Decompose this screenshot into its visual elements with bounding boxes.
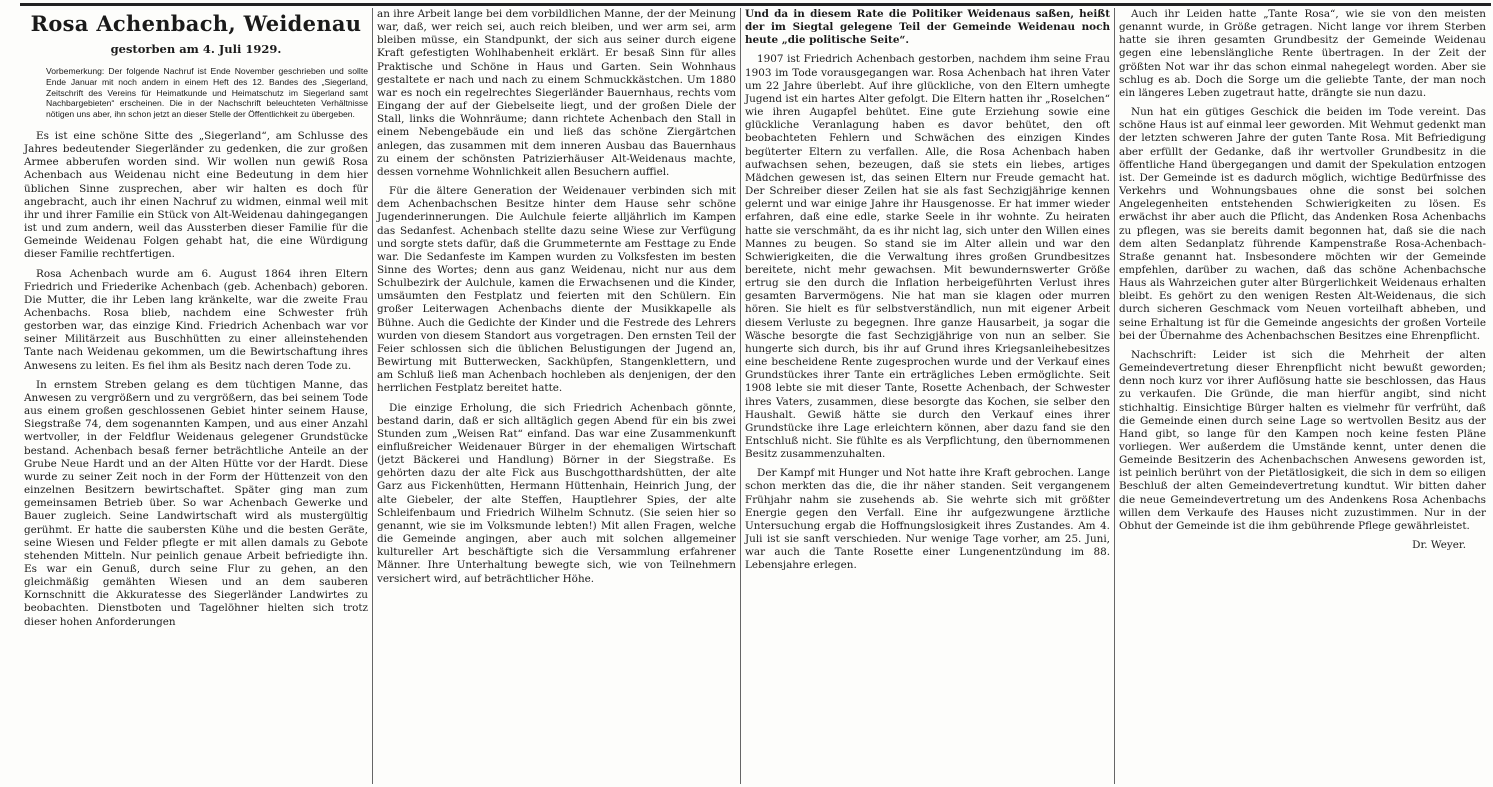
article-columns (20, 8, 1490, 784)
paragraph: Nun hat ein gütiges Geschick die beiden im Tode vereint. Das schöne Haus ist auf einmal leer geworden. Mit Wehmut gedenkt man der letzten schweren Jahre der guten Tante Rosa. Mit Befriedigung aber erfüllt der Gedanke, daß ihr wertvoller Grundbesitz in die öffentliche Hand übergegangen und damit der Spekulation entzogen ist. Der Gemeinde ist es dadurch möglich, wichtige Bedürfnisse des Verkehrs und Wohnungsbaues ohne die sonst bei solchen Angelegenheiten entstehenden Schwierigkeiten zu lösen. Es erwächst ihr aber auch die Pflicht, das Andenken Rosa Achenbachs zu pflegen, was sie bereits damit begonnen hat, daß sie die nach dem alten Sedanplatz führende Kampenstraße Rosa-Achenbach-Straße genannt hat. Insbesondere möchten wir der Gemeinde empfehlen, darüber zu wachen, daß das schöne Achenbachsche Haus als Wahrzeichen guter alter Bürgerlichkeit Weidenaus erhalten bleibt. Es gehört zu den wenigen Resten Alt-Weidenaus, die sich durch sicheren Geschmack vom Neuen vorteilhaft abheben, und seine Erhaltung ist für die Gemeinde angesichts der großen Vorteile bei der Übernahme des Achenbachschen Besitzes eine Ehrenpflicht. (1119, 106, 1486, 342)
postscript: Nachschrift: Leider ist sich die Mehrheit der alten Gemeindevertretung dieser Ehrenpflicht nicht bewußt geworden; denn noch kurz vor ihrer Auflösung hatte sie beschlossen, das Haus zu verkaufen. Die Gründe, die man hierfür angibt, sind nicht stichhaltig. Einsichtige Bürger halten es vielmehr für verfrüht, daß die Gemeinde einen durch seine Lage so wertvollen Besitz aus der Hand gibt, so lange für den Kampen noch keine festen Pläne vorliegen. Wer außerdem die Umstände kennt, unter denen die Gemeinde Besitzerin des Achenbachschen Anwesens geworden ist, ist peinlich berührt von der Pietätlosigkeit, die sich in dem so eiligen Beschluß der alten Gemeindevertretung kundtut. Wir bitten daher die neue Gemeindevertretung um des Andenkens Rosa Achenbachs willen dem Verkaufe des Hauses nicht zuzustimmen. Nur in der Obhut der Gemeinde ist die ihm gebührende Pflege gewährleistet. (1119, 348, 1486, 532)
column-2 (372, 8, 740, 784)
article-dates: gestorben am 4. Juli 1929. (110, 42, 282, 56)
paragraph: Rosa Achenbach wurde am 6. August 1864 ihren Eltern Friedrich und Friederike Achenbach (geb. Achenbach) geboren. Die Mutter, die ihr Leben lang kränkelte, war die zweite Frau Achenbachs. Rosa blieb, nachdem eine Schwester früh gestorben war, das einzige Kind. Friedrich Achenbach war vor seiner Militärzeit aus Buschhütten zu einer alleinstehenden Tante nach Weidenau gekommen, um die Bewirtschaftung ihres Anwesens zu leiten. Es fiel ihm als Besitz nach deren Tode zu. (24, 267, 368, 372)
paragraph: Der Kampf mit Hunger und Not hatte ihre Kraft gebrochen. Lange schon merkten das die, die ihr näher standen. Seit vergangenem Frühjahr nahm sie zusehends ab. Sie wehrte sich mit größter Energie gegen den Verfall. Eine ihr aufgezwungene ärztliche Untersuchung ergab die Hoffnungslosigkeit ihres Zustandes. Am 4. Juli ist sie sanft verschieden. Nur wenige Tage vorher, am 25. Juni, war auch die Tante Rosette einer Lungenentzündung im 88. Lebensjahre erlegen. (745, 467, 1110, 572)
paragraph: Die einzige Erholung, die sich Friedrich Achenbach gönnte, bestand darin, daß er sich alltäglich gegen Abend für ein bis zwei Stunden zum „Weisen Rat“ einfand. Das war eine Zusammenkunft einflußreicher Weidenauer Bürger in der ehemaligen Wirtschaft (jetzt Bäckerei und Handlung) Börner in der Siegstraße. Es gehörten dazu der alte Fick aus Buschgotthardshütten, der alte Garz aus Fickenhütten, Hermann Hüttenhain, Heinrich Jung, der alte Giebeler, der alte Steffen, Hauptlehrer Spies, der alte Schleifenbaum und Friedrich Wilhelm Schnutz. (Sie seien hier so genannt, wie sie im Volksmunde lebten!) Mit allen Fragen, welche die Gemeinde angingen, aber auch mit solchen allgemeiner kultureller Art beschäftigte sich die Versammlung erfahrener Männer. Ihre Unterhaltung bewegte sich, wie von Teilnehmern versichert wird, auf beträchtlicher Höhe. (377, 401, 736, 585)
paragraph: In ernstem Streben gelang es dem tüchtigen Manne, das Anwesen zu vergrößern und zu vergrößern, das bei seinem Tode aus einem großen geschlossenen Gebiet hinter seinem Hause, Siegstraße 74, dem sogenannten Kampen, und aus einer Anzahl wertvoller, in der Feldflur Weidenaus gelegener Grundstücke bestand. Achenbach besaß ferner beträchtliche Anteile an der Grube Neue Hardt und an der Alten Hütte vor der Hardt. Diese wurde zu seiner Zeit noch in der Form der Hüttenzeit von den einzelnen Besitzern bewirtschaftet. Später ging man zum gemeinsamen Betrieb über. So war Achenbach Gewerke und Bauer zugleich. Seine Landwirtschaft wird als mustergültig gerühmt. Er hatte die saubersten Kühe und die besten Geräte, seine Wiesen und Felder pflegte er mit allen damals zu Gebote stehenden Mitteln. Nur peinlich genaue Arbeit befriedigte ihn. Es war ein Genuß, durch seine Flur zu gehen, an den gleichmäßig gemähten Wiesen und an dem sauberen Kornschnitt die Akkuratesse des Siegerländer Landwirtes zu beobachten. Dienstboten und Tagelöhner hielten sich trotz dieser hohen Anforderungen (24, 378, 368, 628)
column-1 (20, 8, 372, 784)
paragraph: Auch ihr Leiden hatte „Tante Rosa“, wie sie von den meisten genannt wurde, in Größe getragen. Nicht lange vor ihrem Sterben hatte sie ihren gesamten Grundbesitz der Gemeinde Weidenau gegen eine lebenslängliche Rente übertragen. In der Zeit der größten Not war ihr das schon einmal nahegelegt worden. Aber sie schlug es ab. Doch die Sorge um die geliebte Tante, der man noch ein längeres Leben zugetraut hatte, drängte sie nun dazu. (1119, 8, 1486, 99)
paragraph: Und da in diesem Rate die Politiker Weidenaus saßen, heißt der im Siegtal gelegene Teil der Gemeinde Weidenau noch heute „die politische Seite“. (745, 8, 1110, 47)
top-rule (20, 3, 1491, 6)
author-signature: Dr. Weyer. (1412, 539, 1466, 552)
paragraph: 1907 ist Friedrich Achenbach gestorben, nachdem ihm seine Frau 1903 im Tode vorausgegangen war. Rosa Achenbach hat ihren Vater um 22 Jahre überlebt. Auf ihre glückliche, von den Eltern umhegte Jugend ist ein hartes Alter gefolgt. Die Eltern hatten ihr „Roselchen“ wie ihren Augapfel behütet. Eine gute Erziehung sowie eine glückliche Veranlagung haben es davor behütet, den oft beobachteten Fehlern und Schwächen des einzigen Kindes begüterter Eltern zu verfallen. Alle, die Rosa Achenbach haben aufwachsen sehen, bezeugen, daß sie stets ein liebes, artiges Mädchen gewesen ist, das seinen Eltern nur Freude gemacht hat. Der Schreiber dieser Zeilen hat sie als fast Sechzigjährige kennen gelernt und war einige Jahre ihr Hausgenosse. Er hat immer wieder erfahren, daß eine edle, starke Seele in ihr wohnte. Zu heiraten hatte sie verschmäht, da es ihr nicht lag, sich unter den Willen eines Mannes zu beugen. So stand sie im Alter allein und war den Schwierigkeiten, die die Verwaltung ihres großen Grundbesitzes bereitete, nicht mehr gewachsen. Mit bewundernswerter Größe ertrug sie den durch die Inflation herbeigeführten Verlust ihres gesamten Barvermögens. Nie hat man sie klagen oder murren hören. Sie hielt es für selbstverständlich, nun mit eigener Arbeit diesem Verluste zu begegnen. Ihre ganze Hausarbeit, ja sogar die Wäsche besorgte die fast Sechzigjährige von nun an selber. Sie hungerte sich durch, bis ihr auf Grund ihres Kriegsanleihebesitzes eine bescheidene Rente zugesprochen wurde und der Verkauf eines Grundstückes ihrer Tante ein erträgliches Leben ermöglichte. Seit 1908 lebte sie mit dieser Tante, Rosette Achenbach, der Schwester ihres Vaters, zusammen, diese besorgte das Kochen, sie selber den Haushalt. Gewiß hätte sie durch den Verkauf eines ihrer Grundstücke ihre Lage erleichtern können, aber dazu fand sie den Entschluß nicht. Sie fühlte es als Verpflichtung, den übernommenen Besitz zusammenzuhalten. (745, 53, 1110, 461)
paragraph: Es ist eine schöne Sitte des „Siegerland“, am Schlusse des Jahres bedeutender Siegerländer zu gedenken, die zur großen Armee abberufen worden sind. Wir wollen nun gewiß Rosa Achenbach aus Weidenau nicht eine Bedeutung in dem hier üblichen Sinne zusprechen, aber wir halten es doch für angebracht, auch ihr einen Nachruf zu widmen, einmal weil mit ihr und ihrer Familie ein Stück von Alt-Weidenau dahingegangen ist und zum andern, weil das Aussterben dieser Familie für die Gemeinde Weidenau Folgen gehabt hat, die eine Würdigung dieser Familie rechtfertigen. (24, 129, 368, 261)
paragraph: Für die ältere Generation der Weidenauer verbinden sich mit dem Achenbachschen Besitze hinter dem Hause sehr schöne Jugenderinnerungen. Die Aulchule feierte alljährlich im Kampen das Sedanfest. Achenbach stellte dazu seine Wiese zur Verfügung und sorgte stets dafür, daß die Grummeternte am Festtage zu Ende war. Die Sedanfeste im Kampen wurden zu Volksfesten im besten Sinne des Wortes; denn aus ganz Weidenau, nicht nur aus dem Schulbezirk der Aulchule, kamen die Erwachsenen und die Kinder, umsäumten den Festplatz und feierten mit den Schülern. Ein großer Leiterwagen Achenbachs diente der Musikkapelle als Bühne. Auch die Gedichte der Kinder und die Festrede des Lehrers wurden von diesem Standort aus vorgetragen. Den ernsten Teil der Feier schlossen sich die üblichen Belustigungen der Jugend an, Bewirtung mit Butterwecken, Sackhüpfen, Stangenklettern, und am Schluß ließ man Achenbach hochleben als denjenigen, der den herrlichen Festplatz bereitet hatte. (377, 185, 736, 395)
column-3 (740, 8, 1114, 784)
prefatory-note: Vorbemerkung: Der folgende Nachruf ist Ende November geschrieben und sollte Ende Januar mit noch andern in einem Heft des 12. Bandes des „Siegerland, Zeitschrift des Vereins für Heimatkunde und Heimatschutz im Siegerland samt Nachbargebieten“ erscheinen. Die in der Nachschrift beleuchteten Verhältnisse nötigen uns aber, ihn schon jetzt an dieser Stelle der Öffentlichkeit zu übergeben. (46, 66, 368, 120)
paragraph: an ihre Arbeit lange bei dem vorbildlichen Manne, der der Meinung war, daß, wer reich sei, auch reich bleiben, und wer arm sei, arm bleiben müsse, ein Standpunkt, der sich aus seiner durch eigene Kraft gefestigten Wohlhabenheit erklärt. Er besaß Sinn für alles Praktische und Schöne in Haus und Garten. Sein Wohnhaus gestaltete er nach und nach zu einem Schmuckkästchen. Um 1880 war es noch ein regelrechtes Siegerländer Bauernhaus, rechts vom Eingang der auf der Giebelseite liegt, und der großen Diele der Stall, links die Wohnräume; dann richtete Achenbach den Stall in einem Nebengebäude ein und ließ das schöne Ziergärtchen anlegen, das zusammen mit dem inneren Ausbau das Bauernhaus zu einem der schönsten Patrizierhäuser Alt-Weidenaus machte, dessen vornehme Wohnlichkeit allen Besuchern auffiel. (377, 8, 736, 178)
article-title: Rosa Achenbach, Weidenau (30, 11, 362, 36)
column-4 (1114, 8, 1490, 784)
